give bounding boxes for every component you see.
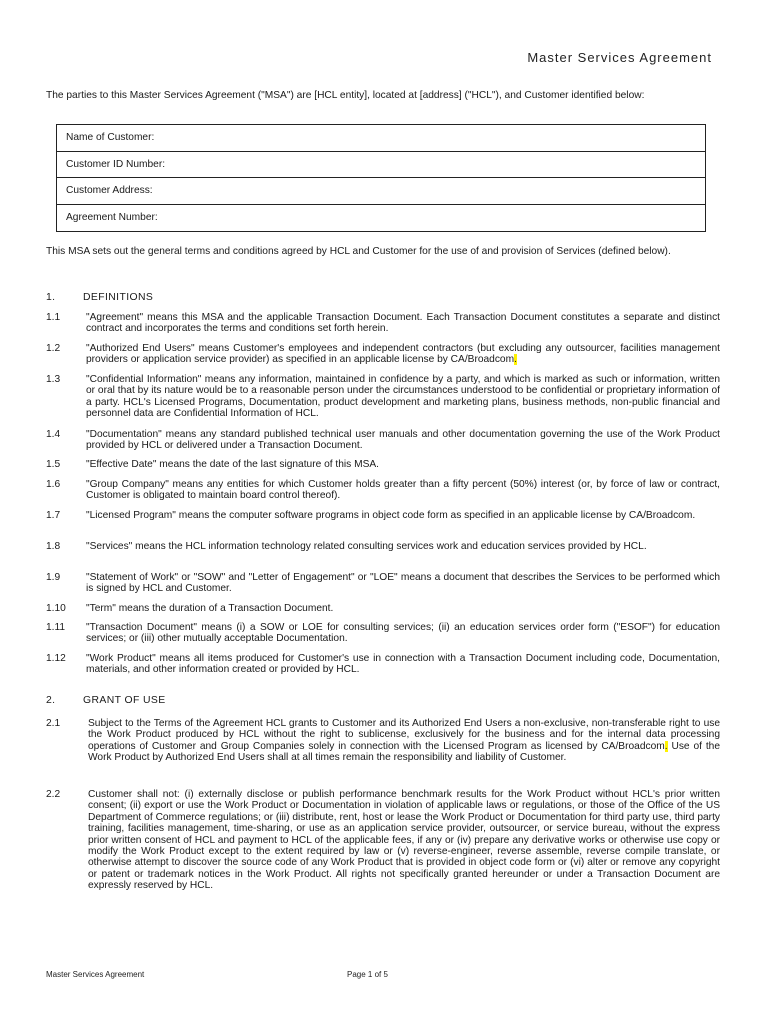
section-title: DEFINITIONS [83, 292, 154, 303]
clause-1-5: 1.5 "Effective Date" means the date of the last signature of this MSA. [46, 459, 380, 470]
agreement-number-row: Agreement Number: [66, 211, 158, 223]
clause-1-12: 1.12 "Work Product" means all items produced for Customer's use in connection with a Transaction Document including code, Documentation, materials, and other information created or provided by HCL. [46, 653, 720, 676]
clause-2-2: 2.2 Customer shall not: (i) externally disclose or publish performance benchmark results for the Work Product without HCL's prior written consent; (ii) export or use the Work Product or Documentation in violation of applicable laws or regulations, or those of the Office of the US Department of Commerce regulations; or (iii) distribute, rent, host or lease the Work Product or Documentation for third party use, third party training, facilities management, time-sharing, or use as an application service provider, outsourcer, or service bureau, without the express prior written consent of HCL and payment to HCL of the applicable fees, if any or (iv) prepare any derivative works or otherwise use copy or modify the Work Product except to the extent required by law or (v) reverse-engineer, reverse assemble, reverse compile translate, or otherwise attempt to discover the source code of any Work Product that is provided in object code form or (vi) alter or remove any copyright or patent or trademark notices in the Work Product. All rights not specifically granted hereunder or under a Transaction Document are expressly reserved by HCL. [46, 789, 720, 892]
document-title: Master Services Agreement [527, 50, 712, 65]
clause-1-9: 1.9 "Statement of Work" or "SOW" and "Letter of Engagement" or "LOE" means a document that describes the Services to be performed which is signed by HCL and Customer. [46, 572, 720, 595]
section-title: GRANT OF USE [83, 695, 166, 706]
clause-2-1: 2.1 Subject to the Terms of the Agreement HCL grants to Customer and its Authorized End Users a non-exclusive, non-transferable right to use the Work Product produced by HCL without the right to sublicense, exclusively for the business and for the internal data processing operations of Customer and Group Companies solely in connection with the Licensed Program as licensed by CA/Broadcom. Use of the Work Product by Authorized End Users shall at all times remain the responsibility and liability of Customer. [46, 718, 720, 764]
customer-id-row: Customer ID Number: [57, 152, 705, 179]
section-heading-definitions [46, 292, 153, 303]
clause-1-4: 1.4 "Documentation" means any standard published technical user manuals and other documentation governing the use of the Work Product provided by HCL or delivered under a Transaction Document. [46, 429, 720, 452]
footer-document-name: Master Services Agreement [46, 970, 145, 979]
clause-1-3: 1.3 "Confidential Information" means any information, maintained in confidence by a party, and which is marked as such or information, written or oral that by its nature would be to a reasonable person under the circumstances understood to be confidential or proprietary information of a party. HCL's Licensed Programs, Documentation, product development and marketing plans, business methods, non-public financial and personnel data are Confidential Information of HCL. [46, 374, 720, 420]
footer-page-number: Page 1 of 5 [347, 970, 388, 979]
intro-paragraph: The parties to this Master Services Agreement ("MSA") are [HCL entity], located at [address] ("HCL"), and Customer identified below: [46, 90, 645, 101]
clause-1-8: 1.8 "Services" means the HCL information technology related consulting services work and education services provided by HCL. [46, 541, 647, 552]
clause-1-10: 1.10 "Term" means the duration of a Transaction Document. [46, 603, 334, 614]
clause-1-6: 1.6 "Group Company" means any entities for which Customer holds greater than a fifty percent (50%) interest (or, by force of law or contract, Customer is obligated to maintain board control thereof). [46, 479, 720, 502]
clause-1-2: 1.2 "Authorized End Users" means Customer's employees and independent contractors (but excluding any outsourcer, facilities management providers or application service provider) as specified in an applicable license by CA/Broadcom. [46, 343, 720, 366]
section-heading-grant [46, 695, 166, 706]
section-number: 1. [46, 292, 56, 303]
clause-1-11: 1.11 "Transaction Document" means (i) a SOW or LOE for consulting services; (ii) an education services order form ("ESOF") for education services; or (iii) other mutually acceptable Documentation. [46, 622, 720, 645]
clause-1-1: 1.1 "Agreement" means this MSA and the applicable Transaction Document. Each Transaction Document constitutes a separate and distinct contract and incorporates the terms and conditions set forth herein. [46, 312, 720, 335]
customer-address-row: Customer Address: [57, 178, 705, 205]
highlight-mark: . [514, 354, 517, 366]
customer-name-row: Name of Customer: [57, 125, 705, 152]
section-number: 2. [46, 695, 56, 706]
scope-paragraph: This MSA sets out the general terms and conditions agreed by HCL and Customer for the use of and provision of Services (defined below). [46, 246, 671, 257]
customer-info-table [56, 124, 706, 232]
highlight-mark: . [664, 740, 668, 752]
clause-1-7: 1.7 "Licensed Program" means the computer software programs in object code form as specified in an applicable license by CA/Broadcom. [46, 510, 696, 521]
